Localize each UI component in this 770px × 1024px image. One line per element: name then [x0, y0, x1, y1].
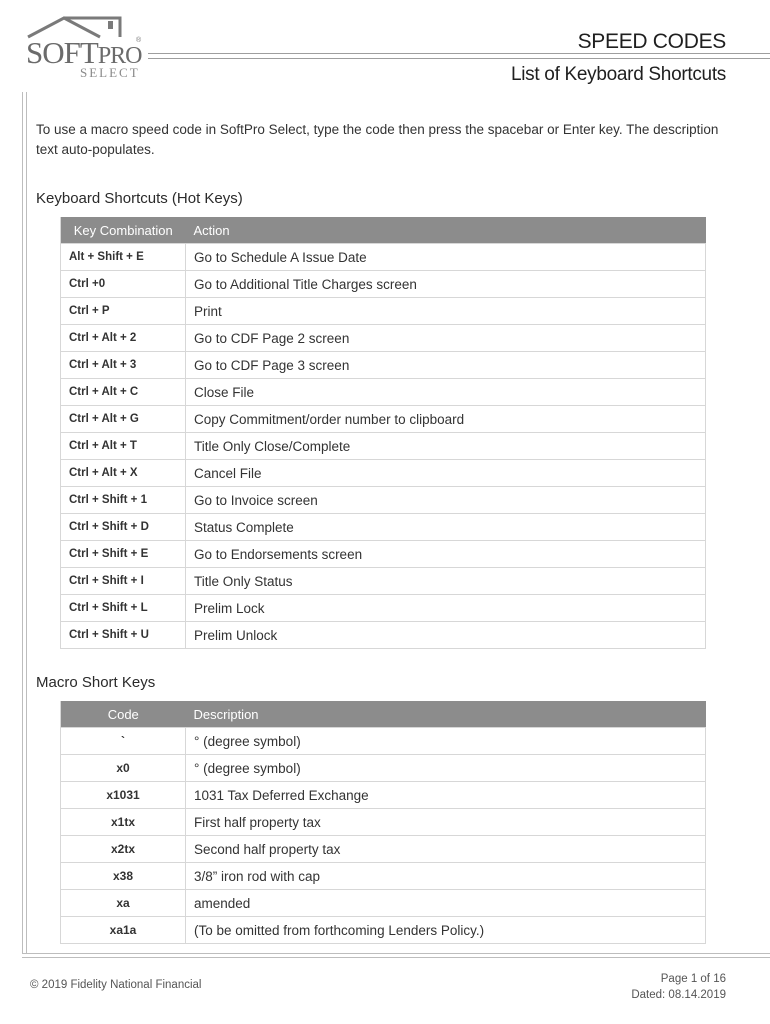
- table-row: [61, 487, 706, 514]
- hotkeys-heading: Keyboard Shortcuts (Hot Keys): [36, 190, 243, 207]
- page-frame-left: [22, 92, 27, 954]
- hotkey-value-cell: Cancel File: [186, 460, 706, 487]
- hotkey-value-cell: Copy Commitment/order number to clipboard: [186, 406, 706, 433]
- hotkey-value-cell: Print: [186, 298, 706, 325]
- macro-value-cell: (To be omitted from forthcoming Lenders Policy.): [186, 917, 706, 944]
- macro-key-cell: xa1a: [61, 917, 186, 944]
- hotkey-key-cell: Ctrl + Alt + 2: [61, 325, 186, 352]
- table-row: [61, 809, 706, 836]
- hotkey-key-cell: Ctrl + Shift + I: [61, 568, 186, 595]
- page-frame-bottom: [22, 953, 770, 958]
- table-row: [61, 298, 706, 325]
- hotkey-value-cell: Close File: [186, 379, 706, 406]
- macro-value-cell: First half property tax: [186, 809, 706, 836]
- table-row: [61, 836, 706, 863]
- macro-key-cell: x0: [61, 755, 186, 782]
- spacebar-key-name: spacebar: [487, 122, 544, 137]
- macro-key-cell: xa: [61, 890, 186, 917]
- hotkey-value-cell: Title Only Close/Complete: [186, 433, 706, 460]
- enter-key-name: Enter: [562, 122, 596, 137]
- document-title: SPEED CODES: [577, 30, 726, 53]
- date-stamp: Dated: 08.14.2019: [631, 989, 726, 1001]
- hotkey-value-cell: Status Complete: [186, 514, 706, 541]
- macro-key-cell: x1tx: [61, 809, 186, 836]
- hotkey-key-cell: Ctrl + P: [61, 298, 186, 325]
- footer-page-info: [631, 971, 726, 1003]
- table-row: [61, 782, 706, 809]
- table-row: [61, 568, 706, 595]
- table-header-row: [61, 217, 706, 244]
- table-row: [61, 379, 706, 406]
- table-row: [61, 622, 706, 649]
- page-number: Page 1 of 16: [660, 973, 726, 985]
- hotkey-value-cell: Go to CDF Page 2 screen: [186, 325, 706, 352]
- logo-subtitle: SELECT: [80, 65, 140, 80]
- hotkey-key-cell: Ctrl + Alt + C: [61, 379, 186, 406]
- column-header-key-combination: Key Combination: [61, 217, 186, 244]
- macro-key-cell: x38: [61, 863, 186, 890]
- hotkey-key-cell: Ctrl + Shift + D: [61, 514, 186, 541]
- macros-heading: Macro Short Keys: [36, 674, 156, 691]
- column-header-code: Code: [61, 701, 186, 728]
- table-row: [61, 352, 706, 379]
- macro-value-cell: ° (degree symbol): [186, 728, 706, 755]
- table-row: [61, 244, 706, 271]
- table-row: [61, 514, 706, 541]
- hotkey-key-cell: Alt + Shift + E: [61, 244, 186, 271]
- hotkey-value-cell: Go to CDF Page 3 screen: [186, 352, 706, 379]
- hotkey-key-cell: Ctrl + Shift + L: [61, 595, 186, 622]
- hotkey-key-cell: Ctrl + Alt + X: [61, 460, 186, 487]
- table-row: [61, 433, 706, 460]
- hotkey-value-cell: Title Only Status: [186, 568, 706, 595]
- table-row: [61, 406, 706, 433]
- table-header-row: [61, 701, 706, 728]
- table-row: [61, 890, 706, 917]
- table-row: [61, 917, 706, 944]
- column-header-action: Action: [186, 217, 706, 244]
- hotkeys-table: [60, 217, 706, 649]
- footer-copyright: © 2019 Fidelity National Financial: [30, 979, 202, 991]
- macro-value-cell: amended: [186, 890, 706, 917]
- macros-table: [60, 701, 706, 944]
- table-row: [61, 595, 706, 622]
- hotkey-key-cell: Ctrl + Shift + E: [61, 541, 186, 568]
- hotkey-value-cell: Prelim Lock: [186, 595, 706, 622]
- macro-key-cell: x2tx: [61, 836, 186, 863]
- hotkey-value-cell: Prelim Unlock: [186, 622, 706, 649]
- table-row: [61, 325, 706, 352]
- hotkey-value-cell: Go to Additional Title Charges screen: [186, 271, 706, 298]
- macro-key-cell: `: [61, 728, 186, 755]
- hotkey-key-cell: Ctrl +0: [61, 271, 186, 298]
- macro-value-cell: Second half property tax: [186, 836, 706, 863]
- document-subtitle: List of Keyboard Shortcuts: [510, 64, 726, 85]
- softpro-logo: [24, 15, 144, 83]
- hotkey-key-cell: Ctrl + Shift + U: [61, 622, 186, 649]
- registered-mark: ®: [136, 37, 142, 44]
- hotkey-key-cell: Ctrl + Alt + G: [61, 406, 186, 433]
- table-row: [61, 541, 706, 568]
- logo-wordmark: SOFTPRO: [26, 35, 142, 70]
- table-row: [61, 728, 706, 755]
- hotkey-value-cell: Go to Invoice screen: [186, 487, 706, 514]
- macro-value-cell: 3/8” iron rod with cap: [186, 863, 706, 890]
- table-row: [61, 755, 706, 782]
- table-row: [61, 271, 706, 298]
- hotkey-key-cell: Ctrl + Shift + 1: [61, 487, 186, 514]
- macro-value-cell: 1031 Tax Deferred Exchange: [186, 782, 706, 809]
- hotkey-value-cell: Go to Endorsements screen: [186, 541, 706, 568]
- hotkey-key-cell: Ctrl + Alt + T: [61, 433, 186, 460]
- hotkey-key-cell: Ctrl + Alt + 3: [61, 352, 186, 379]
- hotkey-value-cell: Go to Schedule A Issue Date: [186, 244, 706, 271]
- macro-value-cell: ° (degree symbol): [186, 755, 706, 782]
- table-row: [61, 460, 706, 487]
- macro-key-cell: x1031: [61, 782, 186, 809]
- column-header-description: Description: [186, 701, 706, 728]
- table-row: [61, 863, 706, 890]
- intro-paragraph: To use a macro speed code in SoftPro Select, type the code then press the spacebar or Enter key. The description text auto-populates.: [36, 122, 719, 157]
